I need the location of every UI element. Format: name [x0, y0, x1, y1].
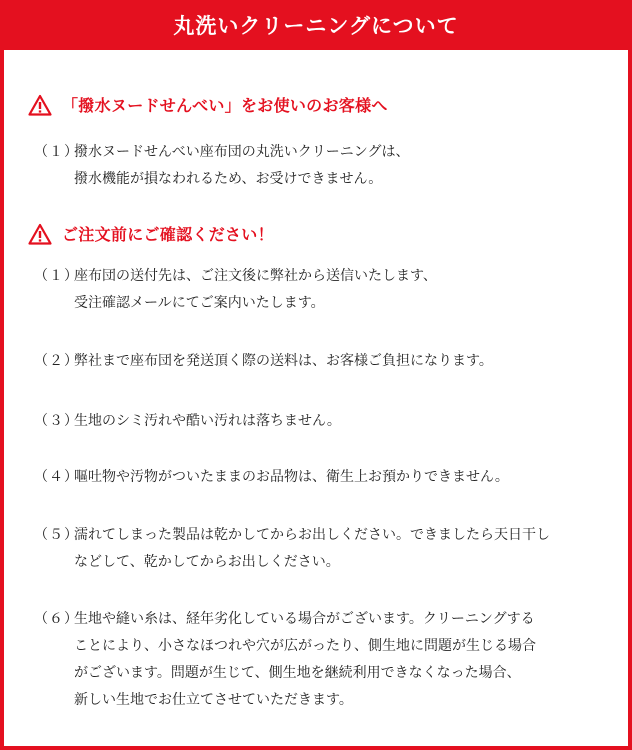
item-text: 生地や縫い糸は、経年劣化している場合がございます。クリーニングする ことにより、小さなほつれや穴が広がったり、側生地に問題が生じる場合 がございます。問題が生じて、側生地を継続利用できなくなった場合、 新しい生地でお仕立てさせていただきます。: [74, 611, 536, 708]
item-number: （３）: [34, 413, 79, 429]
section-heading-water-repellent: [28, 93, 388, 116]
list-item: [34, 139, 614, 193]
item-text: 濡れてしまった製品は乾かしてからお出しください。できましたら天日干し などして、乾かしてからお出しください。: [74, 527, 550, 570]
item-text: 撥水ヌードせんべい座布団の丸洗いクリーニングは、 撥水機能が損なわれるため、お受けできません。: [74, 144, 410, 187]
list-item: [34, 263, 614, 317]
item-number: （６）: [34, 611, 79, 627]
section-heading-text: 「撥水ヌードせんべい」をお使いのお客様へ: [62, 96, 388, 115]
list-item: [34, 464, 614, 491]
item-number: （１）: [34, 144, 79, 160]
warning-triangle-icon: [28, 94, 52, 116]
item-text: 嘔吐物や汚物がついたままのお品物は、衛生上お預かりできません。: [74, 469, 509, 485]
list-item: [34, 606, 614, 714]
item-text: 座布団の送付先は、ご注文後に弊社から送信いたします、 受注確認メールにてご案内いたします。: [74, 268, 437, 311]
item-number: （４）: [34, 469, 79, 485]
item-text: 生地のシミ汚れや酷い汚れは落ちません。: [74, 413, 341, 429]
warning-triangle-icon: [28, 223, 52, 245]
list-item: [34, 408, 614, 435]
page-title: 丸洗いクリーニングについて: [173, 14, 459, 38]
item-text: 弊社まで座布団を発送頂く際の送料は、お客様ご負担になります。: [74, 353, 493, 369]
list-item: [34, 348, 614, 375]
item-number: （１）: [34, 268, 79, 284]
item-number: （２）: [34, 353, 79, 369]
list-item: [34, 522, 614, 576]
item-number: （５）: [34, 527, 79, 543]
section-heading-before-order: [28, 222, 274, 245]
section-heading-text: ご注文前にご確認ください！: [62, 225, 274, 244]
header-banner: [0, 0, 632, 50]
